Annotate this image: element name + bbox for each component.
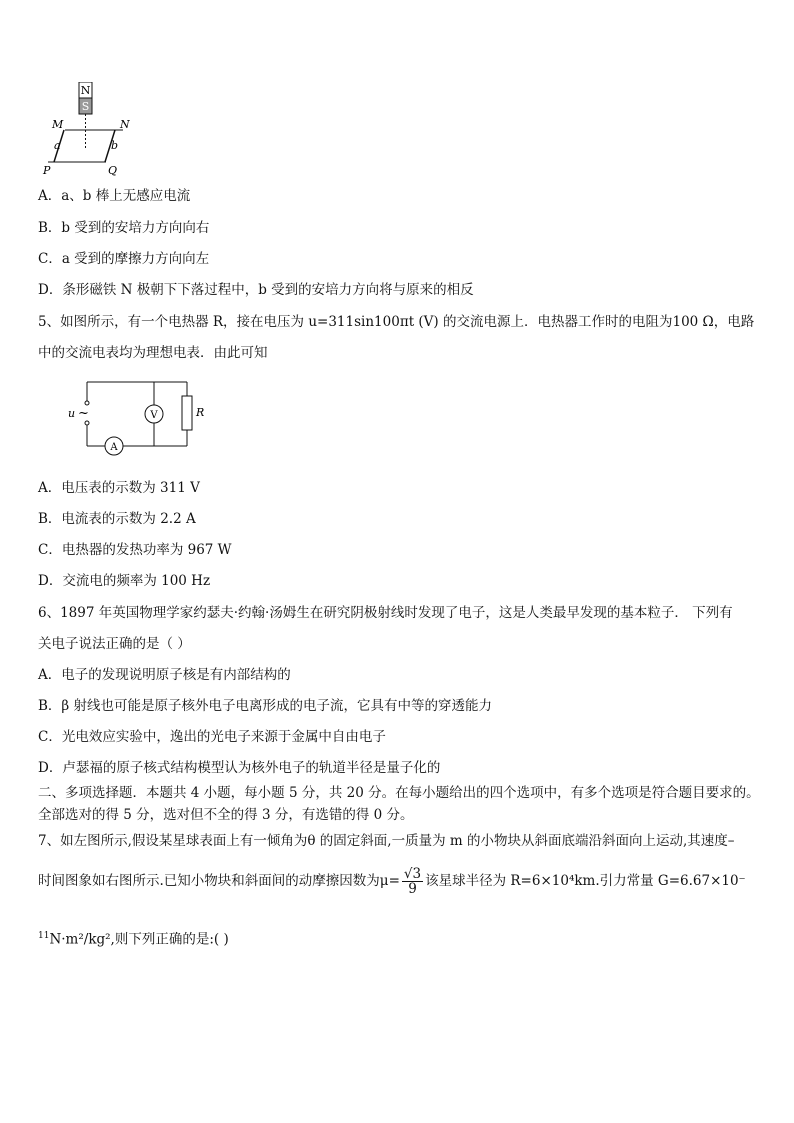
- ac-symbol: ~: [78, 406, 89, 421]
- q4-option-d: D．条形磁铁 N 极朝下下落过程中，b 受到的安培力方向将与原来的相反: [38, 282, 474, 298]
- q4-option-b: B．b 受到的安培力方向向右: [38, 220, 210, 236]
- label-m: M: [52, 118, 64, 131]
- q6-stem-line1: 6、1897 年英国物理学家约瑟夫·约翰·汤姆生在研究阴极射线时发现了电子，这是人类最早发现的基本粒子． 下列有: [38, 605, 733, 621]
- q6-option-a: A．电子的发现说明原子核是有内部结构的: [38, 667, 291, 683]
- q7-line1: 7、如左图所示,假设某星球表面上有一倾角为θ 的固定斜面,一质量为 m 的小物块从斜面底端沿斜面向上运动,其速度–: [38, 833, 735, 849]
- label-n: N: [120, 118, 130, 131]
- q7-line2-pre: 时间图象如右图所示.已知小物块和斜面间的动摩擦因数为μ=: [38, 873, 400, 889]
- label-p: P: [43, 164, 51, 177]
- section2-heading-line2: 全部选对的得 5 分，选对但不全的得 3 分，有选错的得 0 分。: [38, 807, 414, 823]
- q7-exponent: 11: [38, 931, 50, 941]
- ammeter-label: A: [110, 442, 118, 453]
- mu-fraction-denominator: 9: [408, 881, 417, 897]
- q7-line2: [38, 867, 746, 896]
- q5-stem-line1: 5、如图所示，有一个电热器 R，接在电压为 u=311sin100πt (V) 的交流电源上．电热器工作时的电阻为100 Ω，电路: [38, 314, 755, 330]
- q7-line3: [38, 927, 229, 949]
- mu-fraction-numerator: √3: [403, 866, 422, 882]
- q7-line2-post: 该星球半径为 R=6×10⁴km.引力常量 G=6.67×10⁻: [425, 873, 746, 889]
- q6-stem-line2: 关电子说法正确的是（ ）: [38, 636, 191, 652]
- resistor-label: R: [196, 406, 205, 419]
- q6-option-b: B．β 射线也可能是原子核外电子电离形成的电子流，它具有中等的穿透能力: [38, 698, 493, 714]
- q6-option-d: D．卢瑟福的原子核式结构模型认为核外电子的轨道半径是量子化的: [38, 760, 441, 776]
- magnet-n-label: N: [80, 84, 91, 97]
- label-q: Q: [108, 164, 118, 177]
- q6-option-c: C．光电效应实验中，逸出的光电子来源于金属中自由电子: [38, 729, 386, 745]
- q7-line3-rest: N·m²/kg²,则下列正确的是:( ): [49, 931, 229, 948]
- magnet-s-label: S: [81, 100, 90, 113]
- magnet-rail-figure: [40, 82, 140, 177]
- label-b: b: [111, 139, 119, 152]
- q4-option-c: C．a 受到的摩擦力方向向左: [38, 251, 210, 267]
- q4-option-a: A．a、b 棒上无感应电流: [38, 188, 191, 204]
- q5-stem-line2: 中的交流电表均为理想电表．由此可知: [38, 345, 268, 361]
- source-u-label: u: [68, 407, 76, 420]
- mu-fraction: [402, 867, 423, 896]
- label-a: a: [54, 139, 61, 152]
- q5-option-a: A．电压表的示数为 311 V: [38, 480, 200, 496]
- section2-heading-line1: 二、多项选择题．本题共 4 小题，每小题 5 分，共 20 分。在每小题给出的四个选项中，有多个选项是符合题目要求的。: [38, 785, 760, 801]
- circuit-figure: [62, 376, 222, 458]
- q5-option-d: D．交流电的频率为 100 Hz: [38, 573, 211, 589]
- q5-option-c: C．电热器的发热功率为 967 W: [38, 542, 232, 558]
- voltmeter-label: V: [150, 410, 158, 421]
- q5-option-b: B．电流表的示数为 2.2 A: [38, 511, 196, 527]
